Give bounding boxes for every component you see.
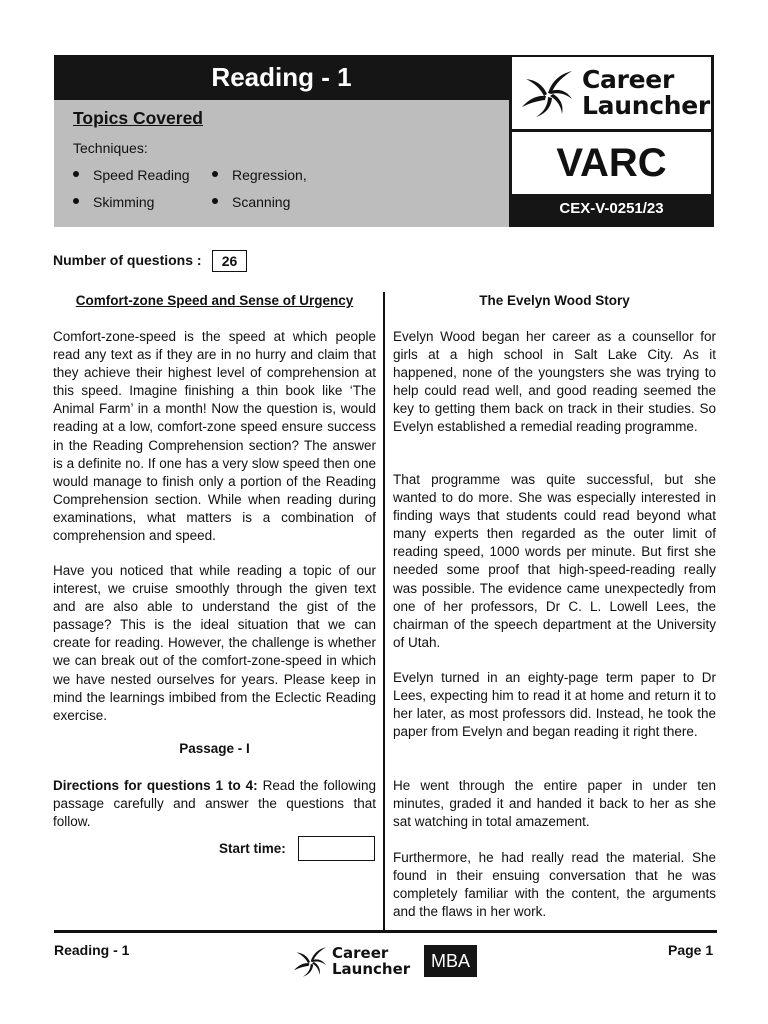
document-title: Reading - 1: [54, 55, 509, 100]
technique-item: Regression,: [212, 167, 307, 183]
footer-logo-icon: [290, 946, 330, 978]
topics-title: Topics Covered: [73, 108, 203, 128]
start-time-field[interactable]: [298, 836, 375, 861]
bullet-icon: [73, 198, 79, 204]
career-launcher-logo-icon: [518, 69, 576, 119]
brand-panel: [509, 55, 714, 227]
footer-rule: [54, 930, 717, 933]
directions-text: Read the following passage carefully and answer the questions that follow.: [53, 778, 377, 830]
logo-area: [512, 57, 711, 129]
passage-heading: Passage - I: [179, 741, 250, 756]
column-divider: [383, 292, 385, 930]
right-paragraph-4: He went through the entire paper in under ten minutes, graded it and handed it back to her as she sat watching in total amazement.: [393, 778, 716, 830]
left-column-heading: Comfort-zone Speed and Sense of Urgency: [75, 293, 354, 308]
right-paragraph-5: Furthermore, he had really read the material. She found in their ensuing conversation that he was completely familiar with the content, the arguments and the flaws in her work.: [393, 850, 716, 920]
mba-badge: MBA: [424, 945, 477, 977]
start-time-label: Start time:: [219, 841, 286, 856]
footer-document-name: Reading - 1: [54, 942, 130, 958]
questions-label: Number of questions :: [53, 252, 202, 268]
right-paragraph-2: That programme was quite successful, but she wanted to do more. She was especially interested in finding ways that students could read beyond what many experts then regarded as the outer limit of reading speed, 1000 words per minute. But first she needed some proof that high-speed-reading really was possible. The evidence came unexpectedly from one of her professors, Dr C. L. Lowell Lees, the chairman of the speech department at the University of Utah.: [393, 472, 716, 650]
technique-item: Scanning: [212, 194, 290, 210]
technique-item: Speed Reading: [73, 167, 190, 183]
directions-label: Directions for questions 1 to 4:: [53, 778, 258, 793]
bullet-icon: [212, 198, 218, 204]
subject-box: [512, 132, 711, 194]
directions-paragraph: [53, 777, 376, 831]
left-paragraph-1: Comfort-zone-speed is the speed at which people read any text as if they are in no hurry and claim that they achieve their highest level of comprehension at this speed. Imagine finishing a thin book like ‘The Animal Farm’ in a month! Now the question is, would reading at a low, comfort-zone speed ensure success in the Reading Comprehension section? The answer is a definite no. If one has a very slow speed then one would manage to finish only a portion of the Reading Comprehension section. While when reading during examinations, what matters is a combination of comprehension and speed.: [53, 329, 376, 544]
bullet-icon: [212, 171, 218, 177]
footer-page-number: Page 1: [668, 942, 714, 958]
technique-item: Skimming: [73, 194, 154, 210]
logo-wordmark: Career Launcher: [582, 65, 710, 120]
subject-label: VARC: [556, 141, 667, 185]
left-paragraph-2: Have you noticed that while reading a topic of our interest, we cruise smoothly through the given text and are also able to understand the gist of the passage? This is the ideal situation that we can create for reading. However, the challenge is whether we can break out of the comfort-zone-speed in which we have nested ourselves for years. Please keep in mind the learnings imbibed from the Eclectic Reading exercise.: [53, 563, 376, 723]
right-column-heading: The Evelyn Wood Story: [479, 293, 630, 308]
bullet-icon: [73, 171, 79, 177]
footer-logo-wordmark: Career Launcher: [332, 944, 411, 978]
topics-panel: [54, 100, 509, 227]
right-paragraph-1: Evelyn Wood began her career as a counsellor for girls at a high school in Salt Lake City. As it happened, none of the youngsters she was trying to help could read well, and good reading seemed the key to getting them back on track in their studies. So Evelyn established a remedial reading programme.: [393, 329, 716, 435]
questions-count: 26: [212, 250, 247, 272]
techniques-label: Techniques:: [73, 140, 148, 156]
document-code: CEX-V-0251/23: [559, 200, 664, 217]
right-paragraph-3: Evelyn turned in an eighty-page term paper to Dr Lees, expecting him to read it at home and return it to her later, as most professors did. Instead, he took the paper from Evelyn and began reading it right there.: [393, 670, 716, 740]
